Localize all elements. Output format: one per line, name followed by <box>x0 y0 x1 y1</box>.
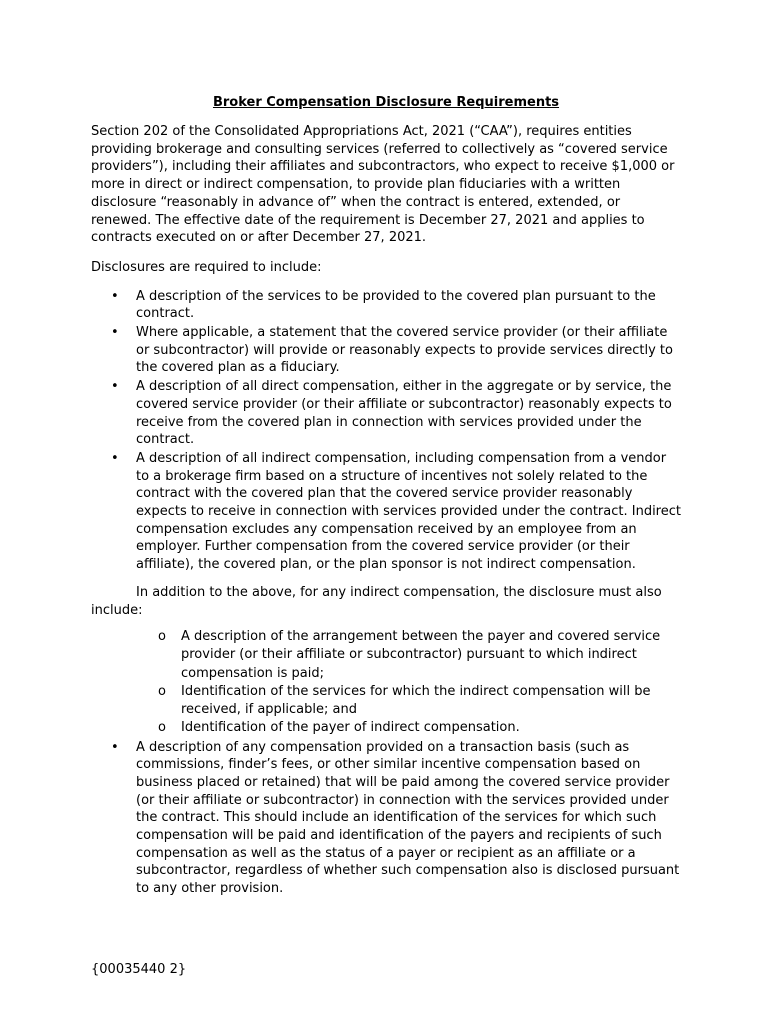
sub-list-item-text: A description of the arrangement between the payer and covered service provider (or their affiliate or subcontractor) pursuant to which indirect compensation is paid; <box>181 629 661 681</box>
list-item <box>91 450 681 574</box>
list-item-text: A description of all direct compensation, either in the aggregate or by service, the covered service provider (or their affiliate or subcontractor) reasonably expects to receive from the covered plan in connection with services provided under the contract. <box>136 379 672 448</box>
sub-list-item-text: Identification of the services for which the indirect compensation will be received, if applicable; and <box>181 683 651 718</box>
disclosures-lead: Disclosures are required to include: <box>91 259 322 275</box>
circle-bullet-icon: o <box>158 720 166 736</box>
bullet-icon: • <box>111 739 119 755</box>
document-footer-id: {00035440 2} <box>91 962 187 977</box>
sub-list-item <box>91 719 681 737</box>
bullet-icon: • <box>111 379 119 395</box>
list-item <box>91 378 681 449</box>
circle-bullet-icon: o <box>158 683 166 699</box>
list-item <box>91 739 681 898</box>
sub-list-item-text: Identification of the payer of indirect compensation. <box>181 720 520 736</box>
bullet-icon: • <box>111 288 119 304</box>
circle-bullet-icon: o <box>158 629 166 645</box>
list-item <box>91 288 681 323</box>
indirect-compensation-intro: In addition to the above, for any indirect compensation, the disclosure must also include: <box>91 584 662 618</box>
document-page <box>91 94 681 899</box>
bullet-icon: • <box>111 450 119 466</box>
bullet-icon: • <box>111 325 119 341</box>
list-item-text: Where applicable, a statement that the covered service provider (or their affiliate or subcontractor) will provide or reasonably expects to provide services directly to the covered plan as a fiduciary. <box>136 325 673 376</box>
sub-list-item <box>91 683 681 719</box>
list-item-text: A description of any compensation provided on a transaction basis (such as commissions, finder’s fees, or other similar incentive compensation based on business placed or retained) that will be paid among the covered service provider (or their affiliate or subcontractor) in connection with the services provided under the contract. This should include an identification of the services for which such compensation will be paid and identification of the payers and recipients of such compensation as well as the status of a payer or recipient as an affiliate or a subcontractor, regardless of whether such compensation also is disclosed pursuant to any other provision. <box>136 739 680 897</box>
list-item-text: A description of all indirect compensation, including compensation from a vendor to a brokerage firm based on a structure of incentives not solely related to the contract with the covered plan that the covered service provider reasonably expects to receive in connection with services provided under the contract. Indirect compensation excludes any compensation received by an employee from an employer. Further compensation from the covered service provider (or their affiliate), the covered plan, or the plan sponsor is not indirect compensation. <box>136 450 681 573</box>
sub-list-item <box>91 628 681 683</box>
list-item <box>91 324 681 377</box>
document-title: Broker Compensation Disclosure Requirements <box>212 95 560 110</box>
intro-paragraph: Section 202 of the Consolidated Appropriations Act, 2021 (“CAA”), requires entities providing brokerage and consulting services (referred to collectively as “covered service providers”), including their affiliates and subcontractors, who expect to receive $1,000 or more in direct or indirect compensation, to provide plan fiduciaries with a written disclosure “reasonably in advance of” when the contract is entered, extended, or renewed. The effective date of the requirement is December 27, 2021 and applies to contracts executed on or after December 27, 2021. <box>91 124 675 246</box>
list-item-text: A description of the services to be provided to the covered plan pursuant to the contract. <box>136 288 656 322</box>
disclosure-list <box>91 288 681 574</box>
transaction-compensation-list <box>91 739 681 898</box>
indirect-compensation-sublist <box>91 628 681 737</box>
